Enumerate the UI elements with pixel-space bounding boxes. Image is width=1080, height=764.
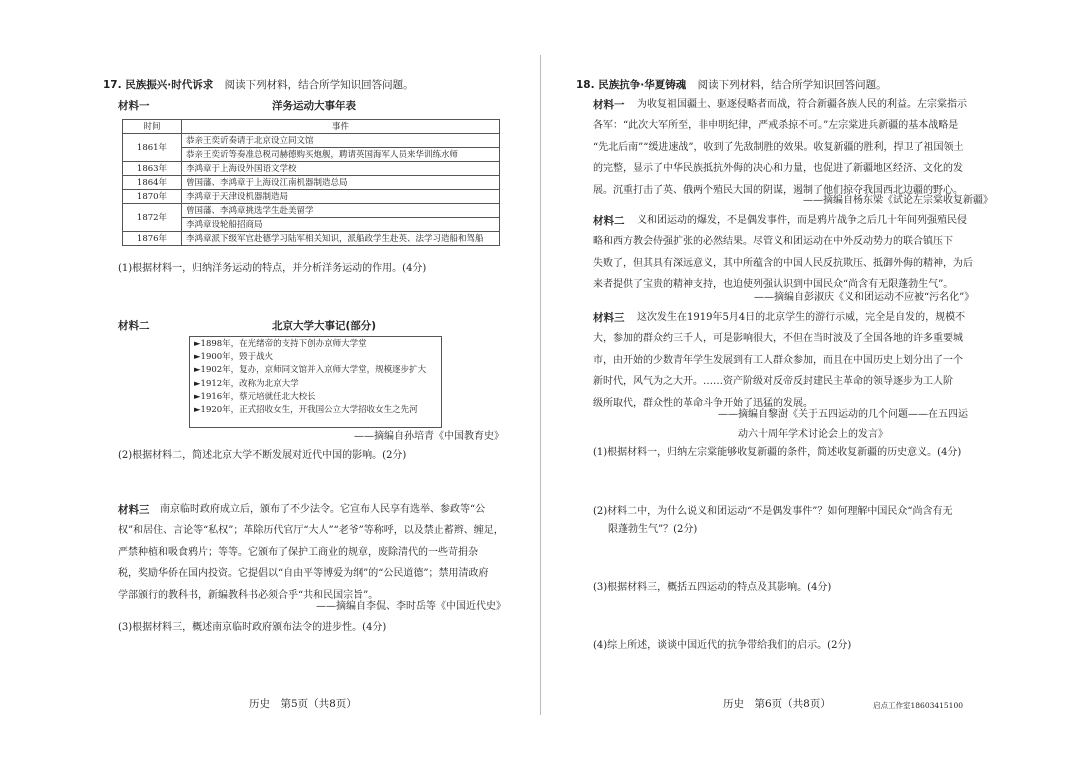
material-1-line: “先北后南”“缓进速战”，收到了先敌制胜的效果。收复新疆的胜利，捍卫了祖国领土 [593, 141, 964, 153]
table-cell-event: 李鸿章于上海设外国语文学校 [182, 162, 500, 176]
list-item: ►1898年，在光绪帝的支持下创办京师大学堂 [194, 339, 367, 349]
q17-3-question: (3)根据材料三，概述南京临时政府颁布法令的进步性。(4分) [118, 622, 387, 633]
list-item: ►1916年，蔡元培就任北大校长 [194, 391, 316, 402]
material-3-source-line1: ——摘编自黎澍《关于五四运动的几个问题——在五四运 [718, 409, 968, 420]
material-1-label: 材料一 [118, 100, 150, 112]
material-2-line: 略和西方教会侍强扩张的必然结果。尽管义和团运动在中外反动势力的联合镇压下 [593, 236, 953, 248]
material-1-line: 为收复祖国疆土、驱逐侵略者而战，符合新疆各族人民的利益。左宗棠指示 [637, 99, 967, 110]
material-3-source: ——摘编自李侃、李时岳等《中国近代史》 [316, 601, 506, 612]
material-2-source: ——摘编自孙培青《中国教育史》 [354, 431, 504, 442]
table-row [123, 232, 500, 246]
pku-timeline-box [189, 336, 442, 428]
table-row [123, 176, 500, 190]
material-2-source: ——摘编自彭淑庆《义和团运动不应被“污名化”》 [754, 292, 975, 303]
q17-intro: 阅读下列材料，结合所学知识回答问题。 [224, 79, 414, 91]
table-cell-event: 恭亲王奕䜣奏请于北京设立同文馆 [182, 134, 500, 148]
q18-1-question: (1)根据材料一，归纳左宗棠能够收复新疆的条件，简述收复新疆的历史意义。(4分) [593, 447, 962, 458]
q18-2-question-cont: 限蓬勃生气”？(2分) [608, 524, 698, 535]
material-1-label: 材料一 [593, 99, 625, 111]
table-cell-event: 李鸿章于天津设机器制造局 [182, 190, 500, 204]
material-3-text [118, 499, 504, 606]
material-1-line: 展。沉重打击了英、俄两个殖民大国的阴谋，遏制了他们掠夺我国西北边疆的野心。 [593, 184, 963, 196]
page-footer: 历史 第6页（共8页） [723, 698, 831, 710]
material-2-text [593, 210, 973, 296]
page-footer: 历史 第5页（共8页） [249, 698, 357, 710]
material-3-line: 级所取代，群众性的革命斗争开始了迅猛的发展。 [593, 397, 813, 409]
yangwu-table [122, 119, 500, 246]
page-6 [540, 0, 1080, 764]
list-item: ►1920年，正式招收女生，开我国公立大学招收女生之先河 [194, 405, 418, 416]
table-cell-year: 1870年 [123, 190, 182, 204]
material-3-line: 学部颁行的教科书，新编教科书必须合乎“共和民国宗旨”。 [118, 589, 379, 601]
list-item: ►1912年，改称为北京大学 [194, 378, 299, 389]
table-header-time: 时间 [123, 120, 182, 134]
material-3-line: 新时代，风气为之大开。……资产阶级对反帝反封建民主革命的领导逐步为工人阶 [593, 376, 953, 388]
material-2-line: 来者提供了宝贵的精神支持，也迫使列强认识到中国民众“尚含有无限蓬勃生气”。 [593, 279, 954, 291]
material-1-text [593, 94, 967, 201]
material-3-line: 大，参加的群众约三千人，可是影响很大，不但在当时波及了全国各地的许多重要城 [593, 333, 963, 345]
table-cell-event: 曾国藩、李鸿章挑选学生赴美留学 [182, 204, 500, 218]
table-cell-year: 1863年 [123, 162, 182, 176]
material-3-label: 材料三 [593, 312, 625, 324]
material-3-line: 税，奖励华侨在国内投资。它提倡以“自由平等博爱为纲”的“公民道德”；禁用清政府 [118, 568, 489, 580]
material-3-line: 严禁种植和吸食鸦片；等等。它颁布了保护工商业的规章，废除清代的一些苛捐杂 [118, 546, 478, 558]
table-cell-year: 1861年 [123, 134, 182, 162]
material-3-line: 市，由开始的少数青年学生发展到有工人群众参加，而且在中国历史上划分出了一个 [593, 354, 963, 366]
table-row [123, 162, 500, 176]
material-3-label: 材料三 [118, 504, 150, 516]
table-cell-event: 曾国藩、李鸿章于上海设江南机器制造总局 [182, 176, 500, 190]
table-header-event: 事件 [182, 120, 500, 134]
material-2-label: 材料二 [118, 320, 150, 332]
list-item: ►1900年，毁于战火 [194, 352, 274, 363]
q18-intro: 阅读下列材料，结合所学知识回答问题。 [697, 79, 887, 91]
list-item: ►1902年，复办，京师同文馆并入京师大学堂，规模逐步扩大 [194, 365, 427, 376]
material-3-text [593, 307, 965, 414]
material-3-source-line2: 动六十周年学术讨论会上的发言》 [738, 429, 888, 440]
table-row [123, 190, 500, 204]
table-cell-event: 恭亲王奕䜣等奏准总税司赫德购买炮舰，聘请英国海军人员来华训练水师 [182, 148, 500, 162]
material-1-line: 的完整，显示了中华民族抵抗外侮的决心和力量，也促进了新疆地区经济、文化的发 [593, 163, 963, 175]
material-2-line: 失败了，但其具有深远意义，其中所蕴含的中国人民反抗欺压、抵御外侮的精神，为后 [593, 257, 973, 269]
q18-4-question: (4)综上所述，谈谈中国近代的抗争带给我们的启示。(2分) [593, 640, 852, 651]
material-2-title: 北京大学大事记(部分) [272, 320, 377, 332]
q17-header [103, 78, 414, 92]
q17-2-question: (2)根据材料二，简述北京大学不断发展对近代中国的影响。(2分) [118, 450, 407, 461]
material-3-line: 南京临时政府成立后，颁布了不少法令。它宣布人民享有选举、参政等“公 [160, 504, 486, 515]
table-cell-year: 1872年 [123, 204, 182, 232]
q17-heading: 17. 民族振兴·时代诉求 [103, 79, 214, 91]
q18-3-question: (3)根据材料三，概括五四运动的特点及其影响。(4分) [593, 582, 832, 593]
material-1-line: 各军：“此次大军所至，非申明纪律，严戒杀掠不可。”左宗棠进兵新疆的基本战略是 [593, 120, 959, 132]
table-cell-year: 1864年 [123, 176, 182, 190]
table-cell-event: 李鸿章设轮船招商局 [182, 218, 500, 232]
q18-heading: 18. 民族抗争·华夏铸魂 [576, 79, 687, 91]
table-cell-event: 李鸿章派下级军官赴德学习陆军相关知识，派船政学生赴英、法学习造船和驾船 [182, 232, 500, 246]
material-2-line: 义和团运动的爆发，不是偶发事件，而是鸦片战争之后几十年间列强殖民侵 [637, 215, 967, 226]
material-3-line: 这次发生在1919年5月4日的北京学生的游行示威，完全是自发的，规模不 [637, 312, 966, 323]
material-1-source: ——摘编自杨东梁《试论左宗棠收复新疆》 [803, 195, 993, 206]
material-2-label: 材料二 [593, 215, 625, 227]
material-3-line: 权”和居住、言论等“私权”；革除历代官厅“大人”“老爷”等称呼，以及禁止蓄辫、缠足， [118, 525, 504, 537]
material-1-title: 洋务运动大事年表 [272, 100, 356, 112]
table-row [123, 204, 500, 218]
q18-header [576, 78, 887, 92]
watermark-text: 启点工作室18603415100 [873, 701, 963, 710]
table-cell-year: 1876年 [123, 232, 182, 246]
table-row [123, 134, 500, 148]
q17-1-question: (1)根据材料一，归纳洋务运动的特点，并分析洋务运动的作用。(4分) [118, 263, 427, 274]
q18-2-question: (2)材料二中，为什么说义和团运动“不是偶发事件”？如何理解中国民众“尚含有无 [593, 506, 953, 517]
